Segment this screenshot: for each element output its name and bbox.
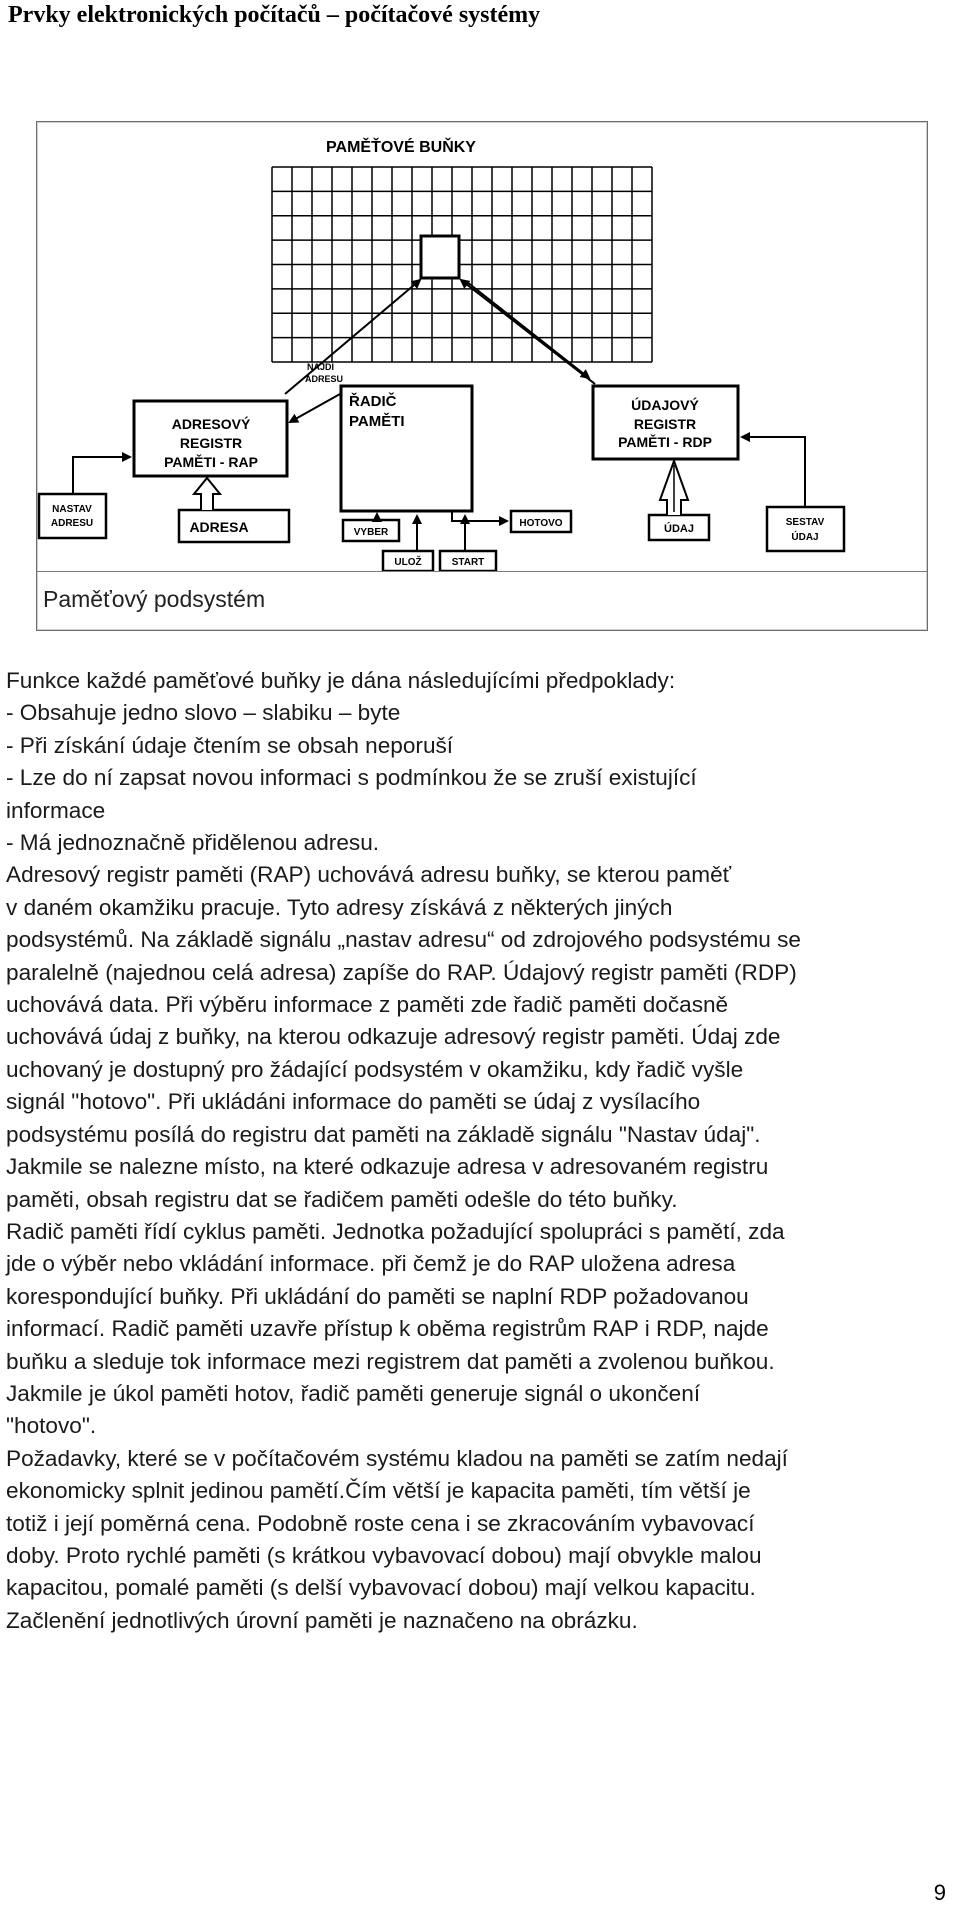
address-label: ADRESA — [189, 519, 249, 535]
selected-memory-cell — [421, 236, 459, 278]
body-line: Radič paměti řídí cyklus paměti. Jednotka požadující spolupráci s pamětí, zda — [6, 1218, 785, 1244]
store-label: ULOŽ — [394, 557, 422, 568]
arrow-set-data-to-rdp — [742, 437, 805, 507]
figure-caption: Paměťový podsystém — [43, 586, 266, 612]
set-data-label-2: ÚDAJ — [791, 532, 819, 543]
memory-subsystem-diagram — [36, 121, 928, 631]
body-line: v daném okamžiku pracuje. Tyto adresy získává z některých jiných — [6, 894, 673, 920]
find-address-label-2: ADRESU — [305, 374, 344, 384]
body-text — [6, 665, 958, 1637]
body-line: Adresový registr paměti (RAP) uchovává adresu buňky, se kterou paměť — [6, 862, 732, 888]
body-line: informací. Radič paměti uzavře přístup k oběma registrům RAP i RDP, najde — [6, 1316, 769, 1342]
address-register-label-3: PAMĚTI - RAP — [164, 454, 258, 470]
select-label: VYBER — [353, 527, 389, 538]
body-line: kapacitou, pomalé paměti (s delší vybavovací dobou) mají velkou kapacitu. — [6, 1575, 756, 1601]
controller-label-2: PAMĚTI — [349, 413, 405, 430]
body-line: "hotovo". — [6, 1413, 97, 1439]
memory-cells-title: PAMĚŤOVÉ BUŇKY — [326, 139, 476, 156]
body-line: totiž i její poměrná cena. Podobně roste cena i se zkracováním vybavovací — [6, 1510, 755, 1536]
set-data-box — [767, 507, 844, 551]
body-line: Jakmile se nalezne místo, na které odkazuje adresa v adresovaném registru — [6, 1154, 769, 1180]
body-line: informace — [6, 797, 106, 823]
set-data-label-1: SESTAV — [785, 517, 825, 528]
arrow-controller-to-done — [452, 512, 507, 521]
body-line: Začlenění jednotlivých úrovní paměti je naznačeno na obrázku. — [6, 1607, 638, 1633]
set-address-label-2: ADRESU — [50, 518, 94, 529]
arrow-set-address-to-rap — [73, 457, 130, 494]
body-line: doby. Proto rychlé paměti (s krátkou vybavovací dobou) mají obvykle malou — [6, 1542, 762, 1568]
controller-label-1: ŘADIČ — [349, 393, 397, 410]
start-label: START — [451, 557, 485, 568]
address-register-label-1: ADRESOVÝ — [171, 416, 251, 432]
address-register-label-2: REGISTR — [179, 435, 243, 451]
done-label: HOTOVO — [519, 518, 563, 529]
body-line: buňku a sleduje tok informace mezi registrem dat paměti a zvolenou buňkou. — [6, 1348, 775, 1374]
body-line: paralelně (najednou celá adresa) zapíše do RAP. Údajový registr paměti (RDP) — [6, 959, 797, 985]
body-line: podsystému posílá do registru dat paměti na základě signálu "Nastav údaj". — [6, 1121, 761, 1147]
body-line: Jakmile je úkol paměti hotov, řadič paměti generuje signál o ukončení — [6, 1380, 701, 1406]
body-line: jde o výběr nebo vkládání informace. při čemž je do RAP uložena adresa — [6, 1251, 736, 1277]
memory-cell-grid — [272, 167, 652, 362]
diagram-canvas — [37, 122, 927, 571]
arrow-controller-to-rap — [290, 394, 340, 422]
body-line: uchovává údaj z buňky, na kterou odkazuje adresový registr paměti. Údaj zde — [6, 1024, 781, 1050]
body-line: podsystémů. Na základě signálu „nastav adresu“ od zdrojového podsystému se — [6, 927, 801, 953]
body-line: korespondující buňky. Při ukládání do paměti se naplní RDP požadovanou — [6, 1283, 749, 1309]
body-line: - Obsahuje jedno slovo – slabiku – byte — [6, 700, 401, 726]
data-register-label-2: REGISTR — [633, 416, 697, 432]
double-arrow-address-to-rap — [194, 478, 220, 510]
page-number: 9 — [933, 1880, 946, 1905]
set-address-box — [39, 494, 106, 538]
arrow-cell-to-rdp — [467, 282, 589, 378]
data-register-label-1: ÚDAJOVÝ — [631, 397, 699, 413]
body-line: - Má jednoznačně přidělenou adresu. — [6, 830, 380, 856]
arrow-rdp-to-cell — [461, 280, 595, 384]
set-address-label-1: NASTAV — [52, 504, 92, 515]
body-line: uchovaný je dostupný pro žádající podsystém v okamžiku, kdy řadič vyšle — [6, 1056, 744, 1082]
page-header: Prvky elektronických počítačů – počítačové systémy — [8, 2, 541, 28]
body-line: signál "hotovo". Při ukládáni informace do paměti se údaj z vysílacího — [6, 1089, 701, 1115]
body-line: Požadavky, které se v počítačovém systému kladou na paměti se zatím nedají — [6, 1445, 788, 1471]
data-label: ÚDAJ — [664, 523, 694, 535]
body-line: paměti, obsah registru dat se řadičem paměti odešle do této buňky. — [6, 1186, 678, 1212]
body-line: - Lze do ní zapsat novou informaci s podmínkou že se zruší existující — [6, 765, 697, 791]
find-address-label-1: NAJDI — [307, 362, 335, 372]
figure-caption-row — [37, 571, 927, 631]
data-register-label-3: PAMĚTI - RDP — [618, 434, 712, 450]
body-line: uchovává data. Při výběru informace z paměti zde řadič paměti dočasně — [6, 992, 729, 1018]
body-line: - Při získání údaje čtením se obsah neporuší — [6, 732, 454, 758]
body-line: ekonomicky splnit jedinou pamětí.Čím větší je kapacita paměti, tím větší je — [6, 1478, 751, 1504]
body-line: Funkce každé paměťové buňky je dána následujícími předpoklady: — [6, 668, 676, 693]
